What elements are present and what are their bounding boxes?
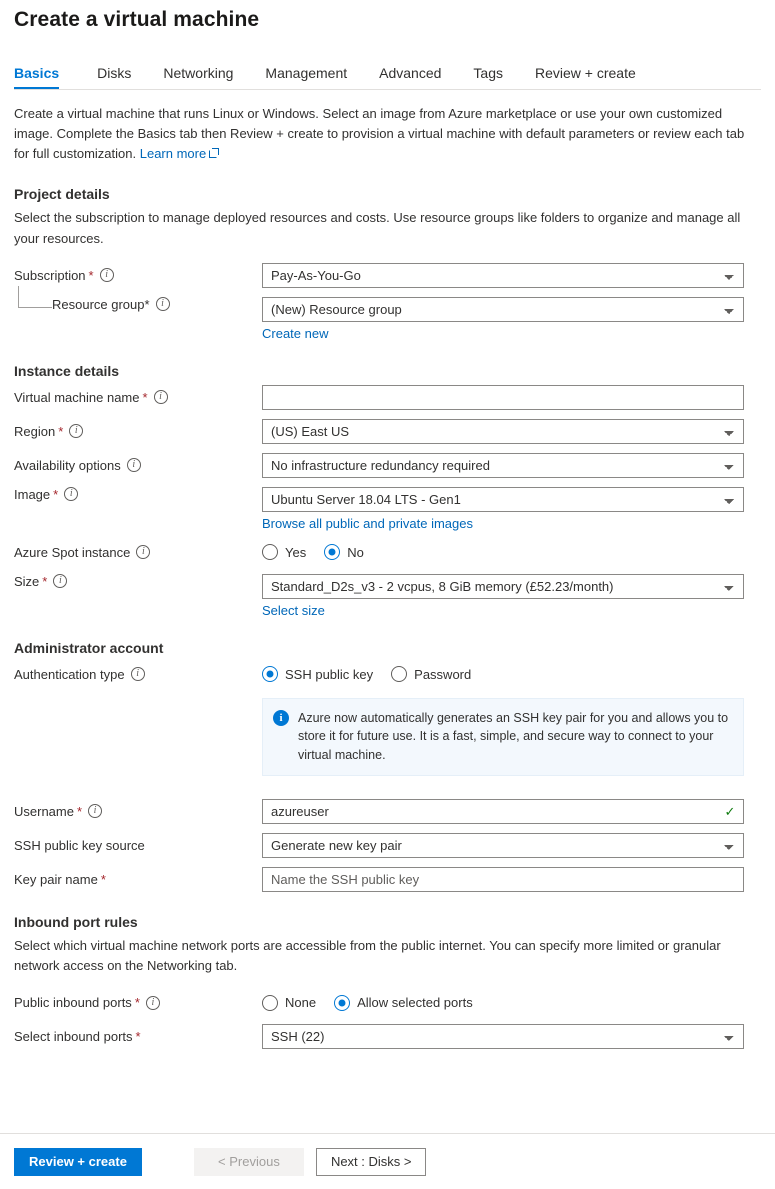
vm-name-input[interactable] bbox=[262, 385, 744, 410]
region-label-group bbox=[14, 424, 262, 439]
tab-management[interactable] bbox=[255, 65, 357, 89]
info-icon: i bbox=[273, 710, 289, 726]
ssh-info-banner-row bbox=[14, 696, 761, 790]
inbound-allow-selected-radio[interactable] bbox=[334, 995, 473, 1011]
info-icon[interactable]: i bbox=[156, 297, 170, 311]
username-input[interactable] bbox=[262, 799, 744, 824]
radio-dot-icon bbox=[324, 544, 340, 560]
project-details-heading: Project details bbox=[14, 186, 110, 203]
select-inbound-ports-label-group bbox=[14, 1029, 262, 1044]
region-select[interactable] bbox=[262, 419, 744, 444]
select-inbound-ports-row bbox=[14, 1024, 761, 1049]
auth-ssh-key-radio[interactable] bbox=[262, 666, 373, 682]
radio-dot-icon bbox=[334, 995, 350, 1011]
valid-check-icon: ✓ bbox=[724, 803, 736, 819]
page-title: Create a virtual machine bbox=[14, 8, 260, 31]
availability-options-label: Availability options bbox=[14, 457, 121, 473]
ssh-key-source-row bbox=[14, 833, 761, 858]
info-icon[interactable]: i bbox=[64, 487, 78, 501]
username-label-group bbox=[14, 804, 262, 819]
ssh-key-source-control bbox=[262, 833, 744, 858]
resource-group-label-group bbox=[14, 297, 262, 312]
subscription-label: Subscription bbox=[14, 267, 86, 283]
size-select[interactable] bbox=[262, 574, 744, 599]
availability-options-control bbox=[262, 453, 744, 478]
select-size-wrap bbox=[262, 603, 744, 618]
tab-label: Disks bbox=[97, 65, 132, 81]
ssh-key-source-select[interactable] bbox=[262, 833, 744, 858]
key-pair-name-label: Key pair name bbox=[14, 871, 98, 887]
required-marker: * bbox=[53, 486, 59, 502]
info-icon[interactable]: i bbox=[131, 667, 145, 681]
region-row bbox=[14, 419, 761, 444]
size-row bbox=[14, 574, 761, 618]
required-marker: * bbox=[76, 803, 83, 819]
radio-dot-icon bbox=[262, 666, 278, 682]
azure-spot-no-radio[interactable] bbox=[324, 544, 364, 560]
required-marker: * bbox=[100, 871, 106, 887]
public-inbound-ports-control bbox=[262, 990, 744, 1015]
image-label: Image bbox=[14, 486, 51, 502]
tab-tags[interactable] bbox=[463, 65, 513, 89]
ssh-key-source-label-group bbox=[14, 838, 262, 853]
inbound-none-radio[interactable] bbox=[262, 995, 316, 1011]
auth-password-radio[interactable] bbox=[391, 666, 471, 682]
info-icon[interactable]: i bbox=[136, 545, 150, 559]
azure-spot-radio-group bbox=[262, 540, 744, 565]
image-select[interactable] bbox=[262, 487, 744, 512]
learn-more-label: Learn more bbox=[139, 146, 207, 162]
info-icon[interactable]: i bbox=[154, 390, 168, 404]
authentication-type-label: Authentication type bbox=[14, 666, 125, 682]
required-marker: * bbox=[88, 267, 94, 283]
select-size-link[interactable]: Select size bbox=[262, 602, 325, 618]
tab-review-create[interactable] bbox=[525, 65, 646, 89]
external-link-icon bbox=[209, 148, 218, 157]
key-pair-name-label-group bbox=[14, 872, 262, 887]
info-icon[interactable]: i bbox=[146, 996, 160, 1010]
availability-options-row bbox=[14, 453, 761, 478]
radio-label: Yes bbox=[285, 544, 307, 560]
required-marker: * bbox=[58, 423, 64, 439]
azure-spot-control bbox=[262, 540, 744, 565]
subscription-row bbox=[14, 263, 761, 288]
info-icon[interactable]: i bbox=[100, 268, 114, 282]
radio-label: No bbox=[347, 544, 364, 560]
subscription-control bbox=[262, 263, 744, 288]
tab-label: Tags bbox=[473, 65, 503, 81]
availability-options-label-group bbox=[14, 458, 262, 473]
authentication-type-radio-group bbox=[262, 662, 744, 687]
required-marker: * bbox=[135, 1029, 141, 1045]
required-marker: * bbox=[142, 389, 148, 405]
tab-basics[interactable] bbox=[14, 65, 69, 89]
intro-paragraph: Create a virtual machine that runs Linux or Windows. Select an image from Azure marketplace or use your own customized image. Complete the Basics tab then Review + create to provision a virtual machine with default parameters or review each tab for full customization. bbox=[14, 106, 745, 162]
authentication-type-label-group bbox=[14, 667, 262, 682]
select-inbound-ports-label: Select inbound ports bbox=[14, 1029, 133, 1045]
size-control bbox=[262, 574, 744, 618]
size-label-group bbox=[14, 574, 262, 589]
subscription-select[interactable] bbox=[262, 263, 744, 288]
resource-group-row bbox=[14, 297, 761, 341]
radio-label: Allow selected ports bbox=[357, 995, 473, 1011]
tab-label: Networking bbox=[163, 65, 234, 81]
tab-label: Advanced bbox=[379, 65, 442, 81]
resource-group-select[interactable] bbox=[262, 297, 744, 322]
vm-name-label: Virtual machine name bbox=[14, 389, 140, 405]
tab-disks[interactable] bbox=[87, 65, 141, 89]
radio-dot-icon bbox=[262, 995, 278, 1011]
authentication-type-control bbox=[262, 662, 744, 687]
image-control bbox=[262, 487, 744, 531]
vm-name-row bbox=[14, 385, 761, 410]
create-new-link[interactable]: Create new bbox=[262, 325, 329, 341]
public-inbound-ports-radio-group bbox=[262, 990, 744, 1015]
key-pair-name-row bbox=[14, 867, 761, 892]
info-icon[interactable]: i bbox=[127, 458, 141, 472]
tab-label: Management bbox=[265, 65, 348, 81]
info-icon[interactable]: i bbox=[88, 804, 102, 818]
availability-options-select[interactable] bbox=[262, 453, 744, 478]
tab-label: Review + create bbox=[535, 65, 636, 81]
image-row bbox=[14, 487, 761, 531]
create-vm-page bbox=[0, 8, 775, 1189]
vm-name-control bbox=[262, 385, 744, 410]
browse-images-link[interactable]: Browse all public and private images bbox=[262, 515, 473, 531]
required-marker: * bbox=[42, 573, 48, 589]
inbound-port-rules-heading: Inbound port rules bbox=[14, 913, 138, 930]
browse-images-wrap bbox=[262, 516, 744, 531]
next-disks-button[interactable]: Next : Disks > bbox=[316, 1148, 427, 1176]
radio-label: SSH public key bbox=[285, 666, 374, 682]
azure-spot-row bbox=[14, 540, 761, 565]
ssh-key-info-banner bbox=[262, 698, 744, 776]
key-pair-name-input[interactable] bbox=[262, 867, 744, 892]
public-inbound-ports-row bbox=[14, 990, 761, 1015]
radio-dot-icon bbox=[391, 666, 407, 682]
image-label-group bbox=[14, 487, 262, 502]
info-icon[interactable]: i bbox=[69, 424, 83, 438]
username-control bbox=[262, 799, 744, 824]
size-label: Size bbox=[14, 573, 40, 589]
previous-button: < Previous bbox=[194, 1148, 304, 1176]
region-label: Region bbox=[14, 423, 56, 439]
subscription-label-group bbox=[14, 268, 262, 283]
username-label: Username bbox=[14, 803, 74, 819]
inbound-port-rules-description: Select which virtual machine network ports are accessible from the public internet. You can specify more limited or granular network access on the Networking tab. bbox=[14, 937, 721, 974]
form-content bbox=[14, 104, 761, 1128]
administrator-account-heading: Administrator account bbox=[14, 639, 164, 656]
banner-control bbox=[262, 696, 744, 790]
vm-name-label-group bbox=[14, 390, 262, 405]
review-create-button[interactable]: Review + create bbox=[14, 1148, 142, 1176]
tab-label: Basics bbox=[14, 65, 60, 81]
banner-text: Azure now automatically generates an SSH key pair for you and allows you to store it for future use. It is a fast, simple, and secure way to connect to your virtual machine. bbox=[298, 710, 729, 763]
authentication-type-row bbox=[14, 662, 761, 687]
azure-spot-yes-radio[interactable] bbox=[262, 544, 306, 560]
tab-bar bbox=[14, 58, 761, 90]
public-inbound-ports-label-group bbox=[14, 995, 262, 1010]
intro-text bbox=[14, 104, 758, 164]
tab-advanced[interactable] bbox=[369, 65, 451, 89]
radio-label: None bbox=[285, 995, 317, 1011]
azure-spot-label-group bbox=[14, 545, 262, 560]
azure-spot-label: Azure Spot instance bbox=[14, 544, 131, 560]
username-row bbox=[14, 799, 761, 824]
required-marker: * bbox=[134, 995, 140, 1011]
project-details-description: Select the subscription to manage deployed resources and costs. Use resource groups like folders to organize and manage all your resources. bbox=[14, 210, 741, 246]
indent-connector bbox=[18, 286, 52, 308]
resource-group-control bbox=[262, 297, 744, 341]
select-inbound-ports-select[interactable] bbox=[262, 1024, 744, 1049]
public-inbound-ports-label: Public inbound ports bbox=[14, 995, 132, 1011]
info-icon[interactable]: i bbox=[53, 574, 67, 588]
region-control bbox=[262, 419, 744, 444]
radio-dot-icon bbox=[262, 544, 278, 560]
ssh-key-source-label: SSH public key source bbox=[14, 837, 145, 853]
create-new-resource-group-wrap bbox=[262, 326, 744, 341]
select-inbound-ports-control bbox=[262, 1024, 744, 1049]
instance-details-heading: Instance details bbox=[14, 362, 120, 379]
key-pair-name-control bbox=[262, 867, 744, 892]
resource-group-label: Resource group bbox=[52, 296, 145, 312]
radio-label: Password bbox=[414, 666, 472, 682]
tab-networking[interactable] bbox=[153, 65, 243, 89]
required-marker: * bbox=[144, 296, 150, 312]
learn-more-link[interactable] bbox=[140, 146, 206, 161]
